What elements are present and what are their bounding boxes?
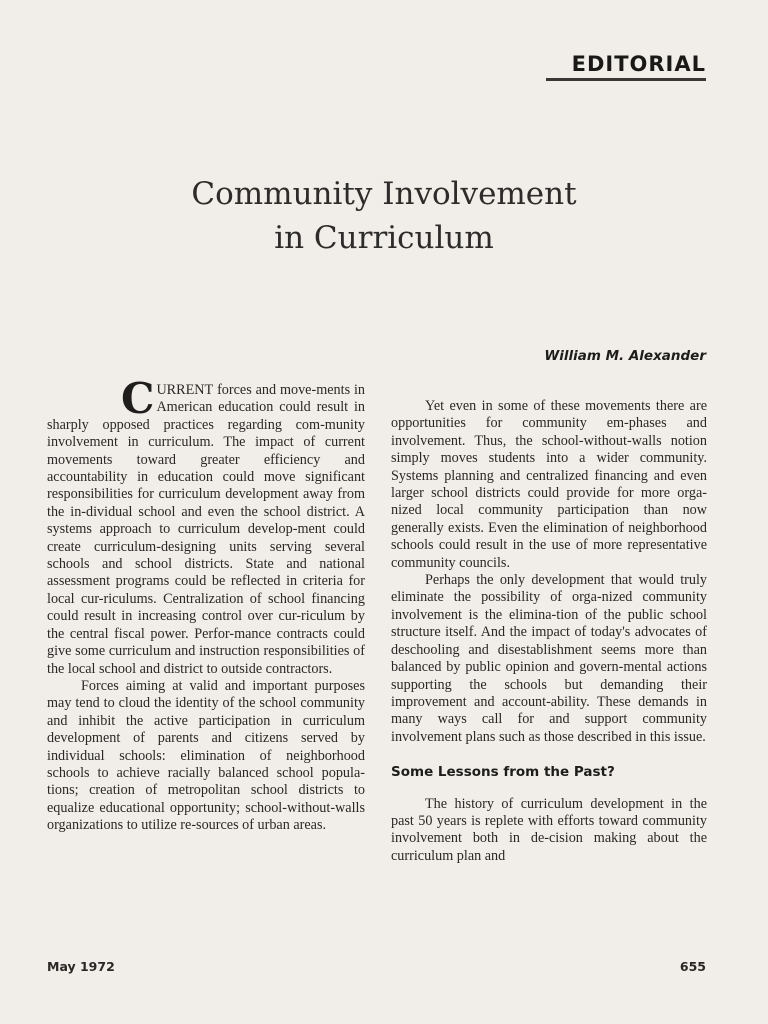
paragraph: Perhaps the only development that would truly eliminate the possibility of orga-nized community involvement is the elimina-tion of the public school structure itself. And the impact of today's advocates of deschooling and disestablishment seems more than balanced by public opinion and govern-mental actions supporting the schools but demanding their improvement and account-ability. These demands in many ways call for and support community involvement plans such as those described in this issue. bbox=[391, 572, 707, 745]
footer-date: May 1972 bbox=[47, 959, 115, 974]
paragraph: Yet even in some of these movements there are opportunities for community em-phases and involvement. Thus, the school-without-walls notion simply moves students into a wider community. Systems planning and centralized financing and even larger school districts could provide for more orga-nized local community participation than now generally exists. Even the elimination of neighborhood schools could result in the use of more representative community councils. bbox=[391, 398, 707, 571]
section-label: EDITORIAL bbox=[571, 52, 706, 76]
subheading: Some Lessons from the Past? bbox=[391, 764, 615, 781]
first-word: URRENT bbox=[156, 382, 214, 398]
paragraph-text: forces and move-ments in American education could result in sharply opposed practices regarding com-munity involvement in curriculum. The impact of current movements toward greater efficiency and accountability in education could move significant responsibilities for curriculum development away from the in-dividual school and even the school district. A systems approach to curriculum develop-ment could create curriculum-designing units serving several schools and school districts. State and national assessment programs could be reflected in criteria for local cur-riculums. Centralization of school financing could result in increasing control over cur-riculum by the central fiscal power. Perfor-mance contracts could give some curriculum and instruction responsibilities of the local school and district to outside contractors. bbox=[47, 382, 365, 677]
author-byline: William M. Alexander bbox=[544, 348, 706, 364]
article-title bbox=[0, 172, 768, 260]
section-rule bbox=[546, 78, 706, 81]
paragraph: The history of curriculum development in the past 50 years is replete with efforts toward community involvement both in de-cision making about the curriculum plan and bbox=[391, 795, 707, 864]
title-line-2: in Curriculum bbox=[274, 220, 494, 256]
title-line-1: Community Involvement bbox=[191, 176, 577, 212]
paragraph bbox=[47, 374, 365, 678]
paragraph: Forces aiming at valid and important purposes may tend to cloud the identity of the school community and inhibit the active participation in curriculum development of parents and citizens served by individual schools: elimination of neighborhood schools to achieve racially balanced school popula-tions; creation of metropolitan school districts to equalize educational opportunity; school-without-walls organizations to utilize re-sources of urban areas. bbox=[47, 677, 365, 834]
left-column bbox=[47, 374, 365, 835]
right-column bbox=[391, 398, 707, 865]
page-number: 655 bbox=[679, 959, 706, 974]
drop-cap: C bbox=[121, 374, 155, 423]
